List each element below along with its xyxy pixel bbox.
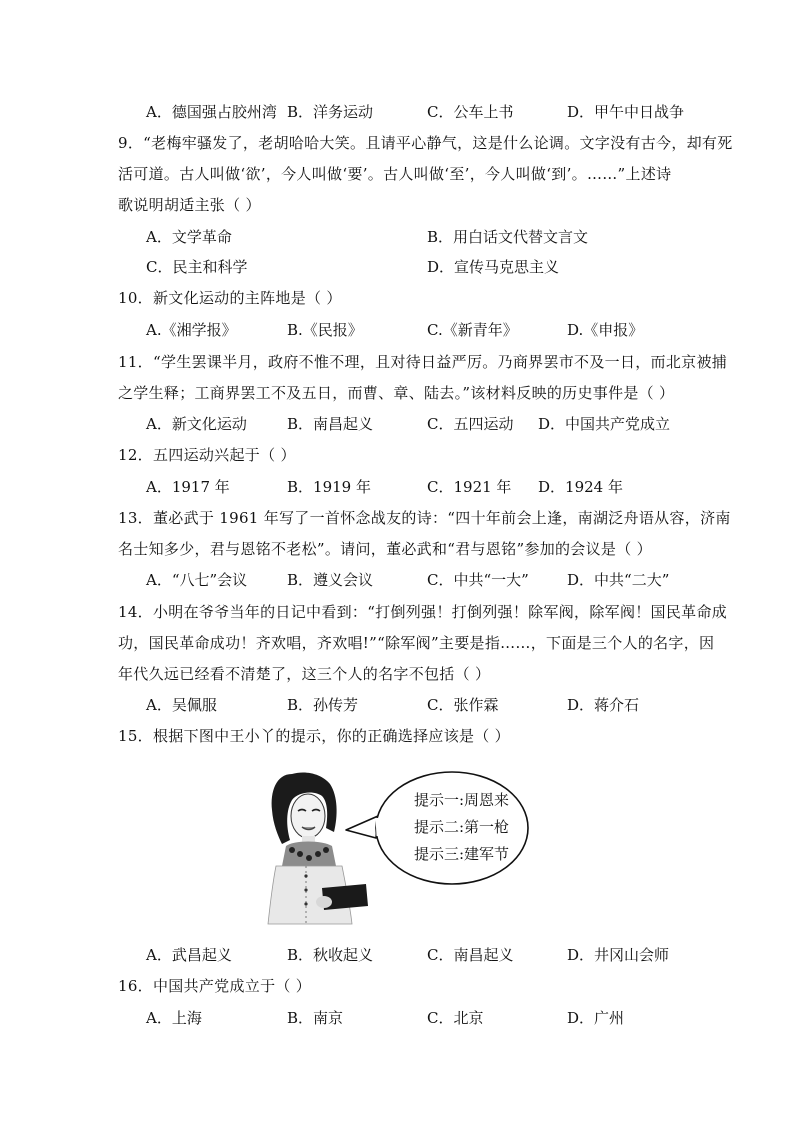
q11-option-b: B．南昌起义 bbox=[287, 415, 374, 433]
q9-option-a: A．文学革命 bbox=[146, 228, 232, 246]
q10-option-b: B.《民报》 bbox=[287, 321, 363, 339]
q16-option-d: D．广州 bbox=[567, 1009, 625, 1027]
q10-option-c: C.《新青年》 bbox=[427, 321, 518, 339]
q16-stem: 16．中国共产党成立于（ ） bbox=[118, 977, 312, 995]
q14-stem-line-2: 功，国民革命成功！齐欢唱，齐欢唱!”“除军阀”主要是指……，下面是三个人的名字，因 bbox=[118, 634, 715, 652]
hint-3: 提示三:建军节 bbox=[414, 845, 510, 863]
q15-illustration bbox=[262, 766, 530, 926]
q12-stem: 12．五四运动兴起于（ ） bbox=[118, 446, 296, 464]
presenter-with-speech-bubble bbox=[262, 766, 530, 926]
q16-option-c: C．北京 bbox=[427, 1009, 484, 1027]
q13-stem-line-2: 名士知多少，君与恩铭不老松”。请问，董必武和“君与恩铭”参加的会议是（ ） bbox=[118, 540, 652, 558]
q14-stem-line-3: 年代久远已经看不清楚了，这三个人的名字不包括（ ） bbox=[118, 665, 491, 683]
q9-option-d: D．宣传马克思主义 bbox=[427, 258, 560, 276]
q10-stem: 10．新文化运动的主阵地是（ ） bbox=[118, 289, 342, 307]
q15-option-d: D．井冈山会师 bbox=[567, 946, 670, 964]
q12-option-b: B．1919 年 bbox=[287, 478, 371, 496]
q12-option-a: A．1917 年 bbox=[146, 478, 230, 496]
q12-option-d: D．1924 年 bbox=[538, 478, 623, 496]
q11-stem-line-1: 11．“学生罢课半月，政府不惟不理，且对待日益严厉。乃商界罢市不及一日，而北京被捕 bbox=[118, 353, 728, 371]
q10-option-a: A.《湘学报》 bbox=[146, 321, 237, 339]
q8-option-a: A．德国强占胶州湾 bbox=[146, 103, 277, 121]
q12-option-c: C．1921 年 bbox=[427, 478, 512, 496]
q11-option-c: C．五四运动 bbox=[427, 415, 514, 433]
presenter-figure bbox=[268, 772, 368, 924]
q9-stem-line-3: 歌说明胡适主张（ ） bbox=[118, 196, 261, 214]
q14-option-a: A．吴佩服 bbox=[146, 696, 217, 714]
q14-option-c: C．张作霖 bbox=[427, 696, 499, 714]
hint-2: 提示二:第一枪 bbox=[414, 818, 510, 836]
q10-option-d: D.《申报》 bbox=[567, 321, 644, 339]
q15-option-c: C．南昌起义 bbox=[427, 946, 514, 964]
q16-option-b: B．南京 bbox=[287, 1009, 344, 1027]
q9-option-c: C．民主和科学 bbox=[146, 258, 248, 276]
q9-stem-line-1: 9．“老梅牢骚发了，老胡哈哈大笑。且请平心静气，这是什么论调。文字没有古今，却有死 bbox=[118, 134, 733, 152]
q15-option-a: A．武昌起义 bbox=[146, 946, 232, 964]
q13-stem-line-1: 13．董必武于 1961 年写了一首怀念战友的诗：“四十年前会上逢，南湖泛舟语从容，济南 bbox=[118, 509, 731, 527]
q13-option-a: A．“八七”会议 bbox=[146, 571, 248, 589]
q13-option-d: D．中共“二大” bbox=[567, 571, 670, 589]
q13-option-c: C．中共“一大” bbox=[427, 571, 529, 589]
speech-bubble bbox=[346, 772, 528, 884]
q11-stem-line-2: 之学生释；工商界罢工不及五日，而曹、章、陆去。”该材料反映的历史事件是（ ） bbox=[118, 384, 675, 402]
q11-option-a: A．新文化运动 bbox=[146, 415, 247, 433]
q15-option-b: B．秋收起义 bbox=[287, 946, 374, 964]
q14-option-d: D．蒋介石 bbox=[567, 696, 640, 714]
q9-stem-line-2: 活可道。古人叫做‘欲’，今人叫做‘要’。古人叫做‘至’，今人叫做‘到’。……”上述诗 bbox=[118, 165, 672, 183]
q8-option-c: C．公车上书 bbox=[427, 103, 514, 121]
q11-option-d: D．中国共产党成立 bbox=[538, 415, 671, 433]
q14-option-b: B．孙传芳 bbox=[287, 696, 359, 714]
q8-option-d: D．甲午中日战争 bbox=[567, 103, 685, 121]
hint-1: 提示一:周恩来 bbox=[414, 791, 510, 809]
q15-stem: 15．根据下图中王小丫的提示，你的正确选择应该是（ ） bbox=[118, 727, 510, 745]
q8-option-b: B．洋务运动 bbox=[287, 103, 374, 121]
q14-stem-line-1: 14．小明在爷爷当年的日记中看到：“打倒列强！打倒列强！除军阀，除军阀！国民革命成 bbox=[118, 603, 728, 621]
q13-option-b: B．遵义会议 bbox=[287, 571, 374, 589]
q16-option-a: A．上海 bbox=[146, 1009, 202, 1027]
q9-option-b: B．用白话文代替文言文 bbox=[427, 228, 589, 246]
